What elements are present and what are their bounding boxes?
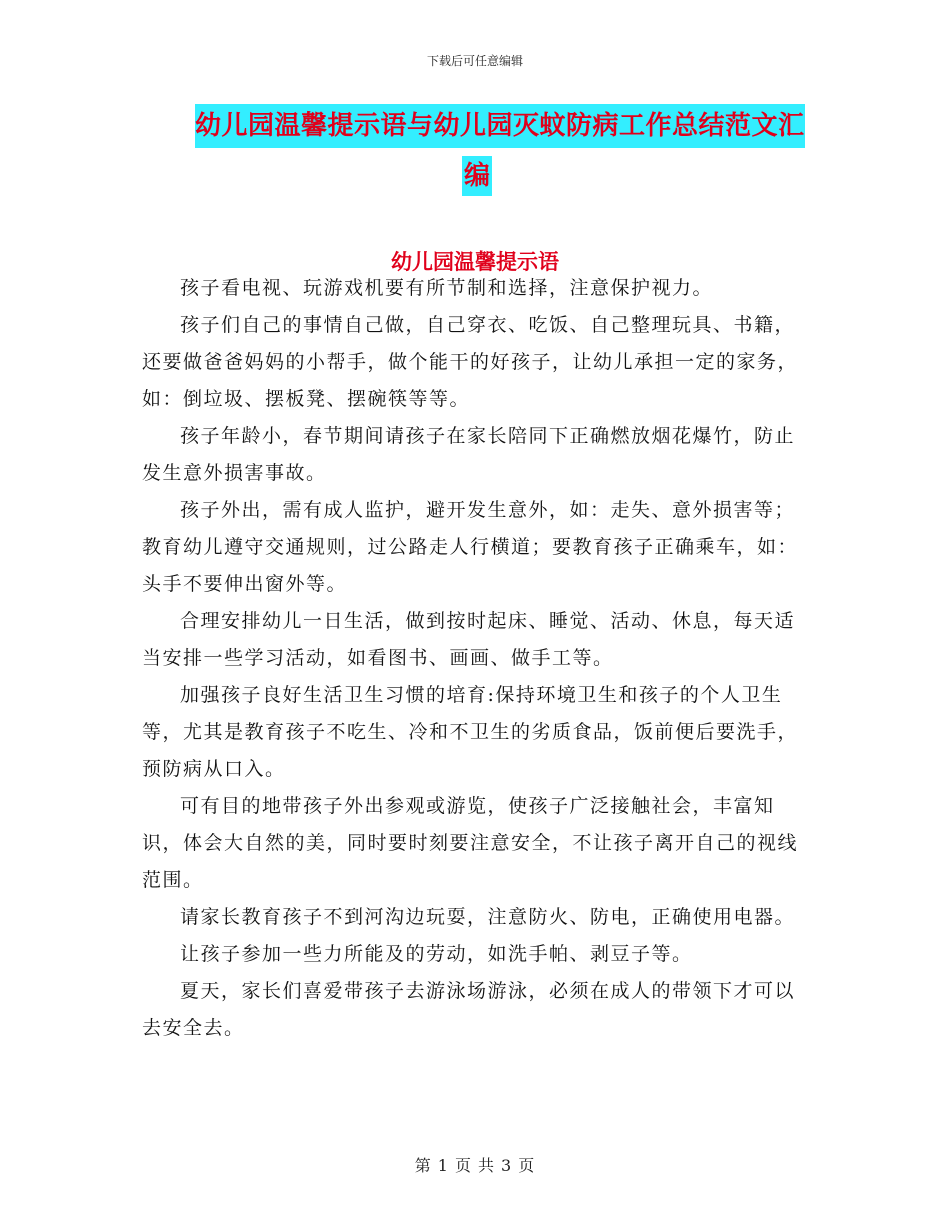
footer-middle: 页 共 <box>454 1156 496 1175</box>
paragraph: 可有目的地带孩子外出参观或游览，使孩子广泛接触社会，丰富知识，体会大自然的美，同时要时刻要注意安全，不让孩子离开自己的视线范围。 <box>142 795 799 891</box>
document-title <box>195 104 805 191</box>
paragraph: 孩子看电视、玩游戏机要有所节制和选择，注意保护视力。 <box>180 277 714 299</box>
document-title-line2: 编 <box>462 156 492 196</box>
paragraph: 夏天，家长们喜爱带孩子去游泳场游泳，必须在成人的带领下才可以去安全去。 <box>142 980 796 1039</box>
paragraph: 请家长教育孩子不到河沟边玩耍，注意防火、防电，正确使用电器。 <box>180 906 796 928</box>
footer-prefix: 第 <box>414 1156 432 1175</box>
paragraph: 加强孩子良好生活卫生习惯的培育:保持环境卫生和孩子的个人卫生等，尤其是教育孩子不吃生、冷和不卫生的劣质食品，饭前便后要洗手，预防病从口入。 <box>142 684 799 780</box>
header-note: 下载后可任意编辑 <box>426 54 523 68</box>
section-title: 幼儿园温馨提示语 <box>391 249 559 274</box>
paragraph: 让孩子参加一些力所能及的劳动，如洗手帕、剥豆子等。 <box>180 943 693 965</box>
paragraph: 孩子们自己的事情自己做，自己穿衣、吃饭、自己整理玩具、书籍，还要做爸爸妈妈的小帮手，做个能干的好孩子，让幼儿承担一定的家务，如：倒垃圾、摆板凳、摆碗筷等等。 <box>142 314 799 410</box>
paragraph: 孩子年龄小，春节期间请孩子在家长陪同下正确燃放烟花爆竹，防止发生意外损害事故。 <box>142 425 796 484</box>
paragraph: 孩子外出，需有成人监护，避开发生意外，如：走失、意外损害等；教育幼儿遵守交通规则，过公路走人行横道；要教育孩子正确乘车，如：头手不要伸出窗外等。 <box>142 499 799 595</box>
page-footer <box>0 1153 950 1176</box>
document-title-line1: 幼儿园温馨提示语与幼儿园灭蚊防病工作总结范文汇 <box>195 104 805 148</box>
document-body <box>142 270 806 1047</box>
paragraph: 合理安排幼儿一日生活，做到按时起床、睡觉、活动、休息，每天适当安排一些学习活动，如看图书、画画、做手工等。 <box>142 610 796 669</box>
footer-total-pages: 3 <box>501 1156 513 1175</box>
footer-suffix: 页 <box>518 1156 536 1175</box>
footer-page-number: 1 <box>437 1156 449 1175</box>
